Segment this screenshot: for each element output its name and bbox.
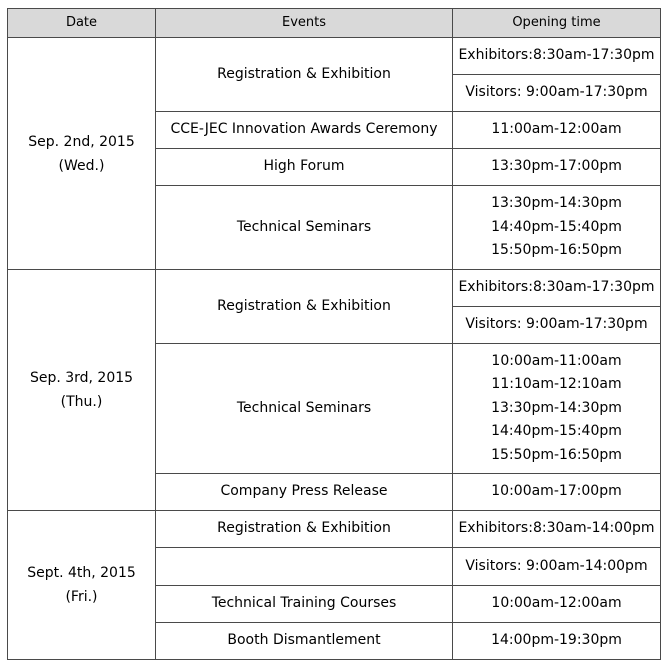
time-text: 13:30pm-14:30pm bbox=[491, 399, 622, 416]
time-text: 15:50pm-16:50pm bbox=[491, 446, 622, 463]
table-row bbox=[8, 38, 661, 75]
weekday-text: (Fri.) bbox=[65, 589, 98, 605]
weekday-text: (Wed.) bbox=[58, 157, 105, 174]
time-text: Visitors: 9:00am-17:30pm bbox=[465, 84, 648, 101]
schedule-table bbox=[7, 8, 661, 660]
time-text: Exhibitors:8:30am-17:30pm bbox=[458, 47, 655, 64]
date-cell bbox=[8, 270, 156, 511]
time-text: Visitors: 9:00am-17:30pm bbox=[465, 316, 648, 333]
table-row bbox=[8, 270, 661, 307]
time-cell bbox=[453, 307, 661, 344]
date-cell bbox=[8, 38, 156, 270]
time-text: Visitors: 9:00am-14:00pm bbox=[465, 557, 648, 574]
time-text: Exhibitors:8:30am-17:30pm bbox=[458, 279, 655, 296]
date-cell bbox=[8, 511, 156, 660]
time-text: 14:40pm-15:40pm bbox=[491, 423, 622, 440]
event-cell: Booth Dismantlement bbox=[156, 623, 453, 660]
time-text: 11:00am-12:00am bbox=[491, 121, 622, 138]
time-cell bbox=[453, 344, 661, 474]
time-cell bbox=[453, 38, 661, 75]
opening-time-header: Opening time bbox=[453, 9, 661, 38]
time-cell bbox=[453, 474, 661, 511]
time-cell bbox=[453, 75, 661, 112]
time-cell bbox=[453, 548, 661, 586]
event-cell bbox=[156, 548, 453, 586]
event-cell: Technical Seminars bbox=[156, 344, 453, 474]
date-text: Sept. 4th, 2015 bbox=[27, 565, 136, 581]
event-cell: Technical Training Courses bbox=[156, 586, 453, 623]
time-text: Exhibitors:8:30am-14:00pm bbox=[458, 520, 655, 537]
time-text: 10:00am-12:00am bbox=[491, 595, 622, 612]
event-cell: Technical Seminars bbox=[156, 186, 453, 270]
time-cell bbox=[453, 149, 661, 186]
weekday-text: (Thu.) bbox=[60, 394, 103, 410]
time-cell bbox=[453, 586, 661, 623]
event-cell: Company Press Release bbox=[156, 474, 453, 511]
time-cell bbox=[453, 112, 661, 149]
event-cell: Registration & Exhibition bbox=[156, 38, 453, 112]
time-text: 11:10am-12:10am bbox=[491, 376, 622, 393]
date-text: Sep. 3rd, 2015 bbox=[29, 370, 134, 386]
time-text: 10:00am-11:00am bbox=[491, 352, 622, 369]
time-text: 15:50pm-16:50pm bbox=[491, 242, 622, 259]
event-cell: Registration & Exhibition bbox=[156, 511, 453, 548]
event-cell: Registration & Exhibition bbox=[156, 270, 453, 344]
time-cell bbox=[453, 511, 661, 548]
time-cell bbox=[453, 186, 661, 270]
time-text: 13:30pm-17:00pm bbox=[491, 158, 622, 175]
time-text: 13:30pm-14:30pm bbox=[491, 195, 622, 212]
time-text: 14:40pm-15:40pm bbox=[491, 218, 622, 235]
event-cell: CCE-JEC Innovation Awards Ceremony bbox=[156, 112, 453, 149]
time-text: 10:00am-17:00pm bbox=[491, 483, 622, 500]
time-text: 14:00pm-19:30pm bbox=[491, 632, 622, 649]
date-header: Date bbox=[8, 9, 156, 38]
header-row bbox=[8, 9, 661, 38]
time-cell bbox=[453, 623, 661, 660]
events-header: Events bbox=[156, 9, 453, 38]
table-row bbox=[8, 511, 661, 548]
time-cell bbox=[453, 270, 661, 307]
event-cell: High Forum bbox=[156, 149, 453, 186]
date-text: Sep. 2nd, 2015 bbox=[28, 133, 135, 150]
